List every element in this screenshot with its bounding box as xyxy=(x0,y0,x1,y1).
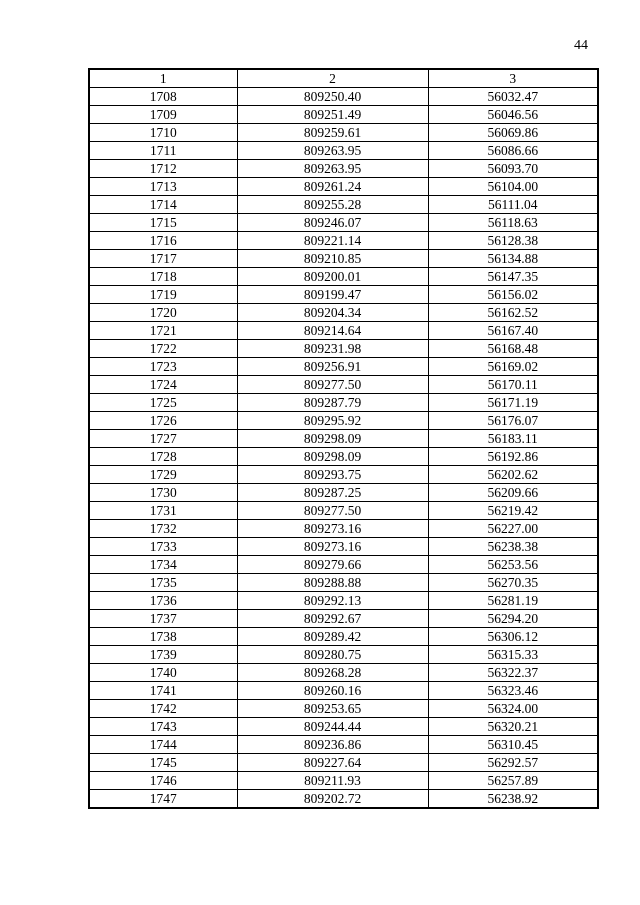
y-coordinate-cell: 56257.89 xyxy=(428,772,598,790)
table-row xyxy=(89,484,598,502)
y-coordinate-cell: 56093.70 xyxy=(428,160,598,178)
x-coordinate-cell: 809204.34 xyxy=(237,304,428,322)
x-coordinate-cell: 809227.64 xyxy=(237,754,428,772)
y-coordinate-cell: 56323.46 xyxy=(428,682,598,700)
x-coordinate-cell: 809273.16 xyxy=(237,520,428,538)
table-row xyxy=(89,178,598,196)
table-row xyxy=(89,646,598,664)
y-coordinate-cell: 56086.66 xyxy=(428,142,598,160)
table-row xyxy=(89,628,598,646)
x-coordinate-cell: 809287.79 xyxy=(237,394,428,412)
y-coordinate-cell: 56167.40 xyxy=(428,322,598,340)
point-number-cell: 1716 xyxy=(89,232,237,250)
point-number-cell: 1726 xyxy=(89,412,237,430)
point-number-cell: 1709 xyxy=(89,106,237,124)
table-row xyxy=(89,772,598,790)
y-coordinate-cell: 56032.47 xyxy=(428,88,598,106)
table-row xyxy=(89,520,598,538)
table-body xyxy=(89,88,598,809)
table-row xyxy=(89,358,598,376)
table-row xyxy=(89,448,598,466)
point-number-cell: 1712 xyxy=(89,160,237,178)
x-coordinate-cell: 809289.42 xyxy=(237,628,428,646)
table-row xyxy=(89,682,598,700)
x-coordinate-cell: 809236.86 xyxy=(237,736,428,754)
point-number-cell: 1717 xyxy=(89,250,237,268)
y-coordinate-cell: 56128.38 xyxy=(428,232,598,250)
y-coordinate-cell: 56118.63 xyxy=(428,214,598,232)
y-coordinate-cell: 56238.38 xyxy=(428,538,598,556)
y-coordinate-cell: 56306.12 xyxy=(428,628,598,646)
x-coordinate-cell: 809261.24 xyxy=(237,178,428,196)
point-number-cell: 1747 xyxy=(89,790,237,809)
y-coordinate-cell: 56324.00 xyxy=(428,700,598,718)
point-number-cell: 1721 xyxy=(89,322,237,340)
y-coordinate-cell: 56227.00 xyxy=(428,520,598,538)
point-number-cell: 1746 xyxy=(89,772,237,790)
coordinates-table xyxy=(88,68,599,809)
x-coordinate-cell: 809298.09 xyxy=(237,448,428,466)
table-row xyxy=(89,376,598,394)
table-row xyxy=(89,214,598,232)
table-row xyxy=(89,286,598,304)
x-coordinate-cell: 809210.85 xyxy=(237,250,428,268)
table-row xyxy=(89,142,598,160)
column-header-point: 1 xyxy=(89,69,237,88)
x-coordinate-cell: 809295.92 xyxy=(237,412,428,430)
x-coordinate-cell: 809199.47 xyxy=(237,286,428,304)
y-coordinate-cell: 56156.02 xyxy=(428,286,598,304)
y-coordinate-cell: 56046.56 xyxy=(428,106,598,124)
table-row xyxy=(89,538,598,556)
y-coordinate-cell: 56169.02 xyxy=(428,358,598,376)
y-coordinate-cell: 56270.35 xyxy=(428,574,598,592)
x-coordinate-cell: 809221.14 xyxy=(237,232,428,250)
y-coordinate-cell: 56281.19 xyxy=(428,592,598,610)
table-row xyxy=(89,250,598,268)
point-number-cell: 1714 xyxy=(89,196,237,214)
y-coordinate-cell: 56147.35 xyxy=(428,268,598,286)
table-row xyxy=(89,700,598,718)
table-row xyxy=(89,574,598,592)
y-coordinate-cell: 56104.00 xyxy=(428,178,598,196)
x-coordinate-cell: 809263.95 xyxy=(237,142,428,160)
point-number-cell: 1743 xyxy=(89,718,237,736)
point-number-cell: 1741 xyxy=(89,682,237,700)
x-coordinate-cell: 809255.28 xyxy=(237,196,428,214)
x-coordinate-cell: 809214.64 xyxy=(237,322,428,340)
point-number-cell: 1732 xyxy=(89,520,237,538)
y-coordinate-cell: 56253.56 xyxy=(428,556,598,574)
x-coordinate-cell: 809288.88 xyxy=(237,574,428,592)
point-number-cell: 1728 xyxy=(89,448,237,466)
point-number-cell: 1723 xyxy=(89,358,237,376)
x-coordinate-cell: 809259.61 xyxy=(237,124,428,142)
point-number-cell: 1708 xyxy=(89,88,237,106)
table-row xyxy=(89,268,598,286)
x-coordinate-cell: 809211.93 xyxy=(237,772,428,790)
point-number-cell: 1745 xyxy=(89,754,237,772)
x-coordinate-cell: 809263.95 xyxy=(237,160,428,178)
x-coordinate-cell: 809246.07 xyxy=(237,214,428,232)
x-coordinate-cell: 809277.50 xyxy=(237,376,428,394)
table-row xyxy=(89,196,598,214)
y-coordinate-cell: 56183.11 xyxy=(428,430,598,448)
y-coordinate-cell: 56176.07 xyxy=(428,412,598,430)
table-row xyxy=(89,322,598,340)
y-coordinate-cell: 56170.11 xyxy=(428,376,598,394)
y-coordinate-cell: 56192.86 xyxy=(428,448,598,466)
table-row xyxy=(89,412,598,430)
point-number-cell: 1729 xyxy=(89,466,237,484)
column-header-y: 3 xyxy=(428,69,598,88)
x-coordinate-cell: 809231.98 xyxy=(237,340,428,358)
point-number-cell: 1713 xyxy=(89,178,237,196)
y-coordinate-cell: 56162.52 xyxy=(428,304,598,322)
table-row xyxy=(89,88,598,106)
point-number-cell: 1736 xyxy=(89,592,237,610)
table-row xyxy=(89,430,598,448)
x-coordinate-cell: 809279.66 xyxy=(237,556,428,574)
point-number-cell: 1733 xyxy=(89,538,237,556)
x-coordinate-cell: 809277.50 xyxy=(237,502,428,520)
y-coordinate-cell: 56111.04 xyxy=(428,196,598,214)
x-coordinate-cell: 809292.13 xyxy=(237,592,428,610)
table-row xyxy=(89,556,598,574)
x-coordinate-cell: 809202.72 xyxy=(237,790,428,809)
column-header-x: 2 xyxy=(237,69,428,88)
page-number: 44 xyxy=(574,38,588,53)
point-number-cell: 1720 xyxy=(89,304,237,322)
y-coordinate-cell: 56294.20 xyxy=(428,610,598,628)
point-number-cell: 1724 xyxy=(89,376,237,394)
table-row xyxy=(89,394,598,412)
y-coordinate-cell: 56310.45 xyxy=(428,736,598,754)
table-row xyxy=(89,106,598,124)
x-coordinate-cell: 809250.40 xyxy=(237,88,428,106)
table-row xyxy=(89,232,598,250)
point-number-cell: 1744 xyxy=(89,736,237,754)
y-coordinate-cell: 56292.57 xyxy=(428,754,598,772)
point-number-cell: 1727 xyxy=(89,430,237,448)
table-row xyxy=(89,664,598,682)
y-coordinate-cell: 56168.48 xyxy=(428,340,598,358)
table-row xyxy=(89,466,598,484)
point-number-cell: 1718 xyxy=(89,268,237,286)
point-number-cell: 1725 xyxy=(89,394,237,412)
y-coordinate-cell: 56134.88 xyxy=(428,250,598,268)
x-coordinate-cell: 809256.91 xyxy=(237,358,428,376)
point-number-cell: 1730 xyxy=(89,484,237,502)
point-number-cell: 1740 xyxy=(89,664,237,682)
point-number-cell: 1734 xyxy=(89,556,237,574)
x-coordinate-cell: 809287.25 xyxy=(237,484,428,502)
point-number-cell: 1731 xyxy=(89,502,237,520)
table-row xyxy=(89,754,598,772)
table-row xyxy=(89,610,598,628)
point-number-cell: 1719 xyxy=(89,286,237,304)
x-coordinate-cell: 809293.75 xyxy=(237,466,428,484)
point-number-cell: 1715 xyxy=(89,214,237,232)
y-coordinate-cell: 56238.92 xyxy=(428,790,598,809)
table-row xyxy=(89,160,598,178)
y-coordinate-cell: 56069.86 xyxy=(428,124,598,142)
x-coordinate-cell: 809280.75 xyxy=(237,646,428,664)
table-row xyxy=(89,502,598,520)
table-row xyxy=(89,736,598,754)
y-coordinate-cell: 56322.37 xyxy=(428,664,598,682)
point-number-cell: 1710 xyxy=(89,124,237,142)
y-coordinate-cell: 56320.21 xyxy=(428,718,598,736)
table-row xyxy=(89,304,598,322)
point-number-cell: 1739 xyxy=(89,646,237,664)
table-row xyxy=(89,124,598,142)
table-row xyxy=(89,790,598,809)
table-row xyxy=(89,592,598,610)
table-row xyxy=(89,718,598,736)
x-coordinate-cell: 809251.49 xyxy=(237,106,428,124)
y-coordinate-cell: 56219.42 xyxy=(428,502,598,520)
point-number-cell: 1735 xyxy=(89,574,237,592)
table-row xyxy=(89,340,598,358)
point-number-cell: 1722 xyxy=(89,340,237,358)
x-coordinate-cell: 809260.16 xyxy=(237,682,428,700)
point-number-cell: 1711 xyxy=(89,142,237,160)
x-coordinate-cell: 809292.67 xyxy=(237,610,428,628)
x-coordinate-cell: 809200.01 xyxy=(237,268,428,286)
point-number-cell: 1738 xyxy=(89,628,237,646)
point-number-cell: 1742 xyxy=(89,700,237,718)
x-coordinate-cell: 809273.16 xyxy=(237,538,428,556)
y-coordinate-cell: 56171.19 xyxy=(428,394,598,412)
y-coordinate-cell: 56209.66 xyxy=(428,484,598,502)
point-number-cell: 1737 xyxy=(89,610,237,628)
x-coordinate-cell: 809268.28 xyxy=(237,664,428,682)
y-coordinate-cell: 56202.62 xyxy=(428,466,598,484)
x-coordinate-cell: 809244.44 xyxy=(237,718,428,736)
x-coordinate-cell: 809298.09 xyxy=(237,430,428,448)
table-header-row xyxy=(89,69,598,88)
x-coordinate-cell: 809253.65 xyxy=(237,700,428,718)
y-coordinate-cell: 56315.33 xyxy=(428,646,598,664)
